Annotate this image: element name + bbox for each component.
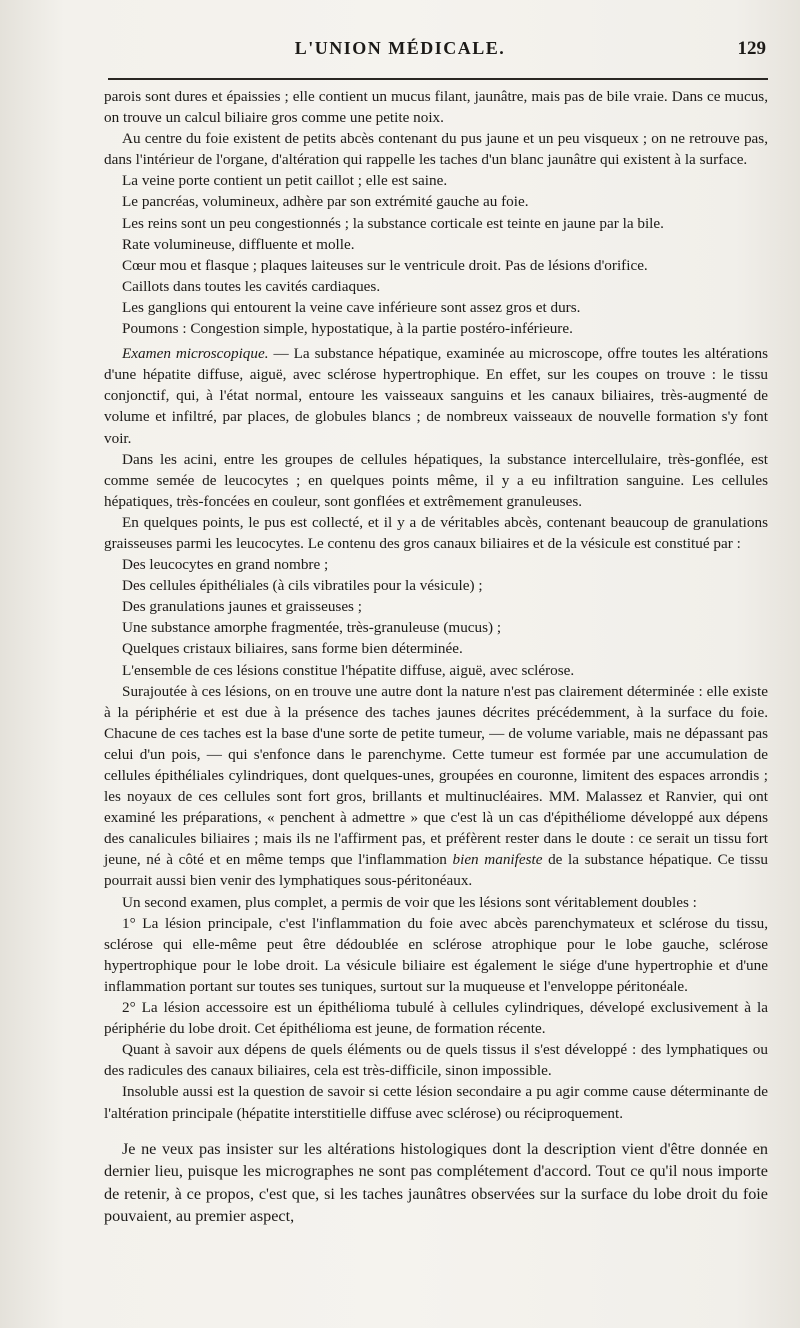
lesion-line: Les ganglions qui entourent la veine cave inférieure sont assez gros et durs. (122, 298, 581, 316)
page-header (0, 38, 800, 74)
paragraph: 2° La lésion accessoire est un épithélioma tubulé à cellules cylindriques, dévelopé exclusivement à la périphérie du lobe droit. Cet épithélioma est jeune, de formation récente. (104, 999, 768, 1038)
list-item: Quelques cristaux biliaires, sans forme bien déterminée. (122, 640, 463, 658)
list-item: Des cellules épithéliales (à cils vibratiles pour la vésicule) ; (122, 577, 483, 595)
paragraph: Dans les acini, entre les groupes de cellules hépatiques, la substance intercellulaire, très-gonflée, est comme semée de leucocytes ; en quelques points même, il y a eu infiltration sanguine. Les cellules hépatiques, très-foncées en couleur, sont gonflées et extrêmement granuleuses. (104, 450, 768, 510)
list-item: Une substance amorphe fragmentée, très-granuleuse (mucus) ; (122, 619, 502, 637)
list-item: Des leucocytes en grand nombre ; (122, 556, 329, 574)
paragraph: 1° La lésion principale, c'est l'inflammation du foie avec abcès parenchymateux et sclérose du tissu, sclérose qui elle-même peut être dédoublée en sclérose atrophique pour le lobe gauche, sclérose hypertrophique pour le lobe droit. La vésicule biliaire est également le siége d'une hypertrophie et d'une inflammation portant sur toutes ses tuniques, surtout sur la muqueuse et l'enveloppe péritonéale. (104, 914, 768, 995)
lesion-line: Caillots dans toutes les cavités cardiaques. (122, 277, 381, 295)
paragraph: Quant à savoir aux dépens de quels éléments ou de quels tissus il s'est développé : des lymphatiques ou des radicules des canaux biliaires, cela est très-difficile, sinon impossible. (104, 1041, 768, 1080)
microscopic-exam-paragraph (104, 343, 768, 448)
emphasis-text: bien manifeste (452, 851, 543, 869)
lesion-line: Rate volumineuse, diffluente et molle. (122, 235, 355, 253)
lesion-line: Le pancréas, volumineux, adhère par son extrémité gauche au foie. (122, 193, 529, 211)
paragraph: Insoluble aussi est la question de savoir si cette lésion secondaire a pu agir comme cause déterminante de l'altération principale (hépatite interstitielle diffuse avec sclérose) ou réciproquement. (104, 1083, 768, 1122)
body-text (104, 86, 768, 1228)
paragraph: Je ne veux pas insister sur les altérations histologiques dont la description vient d'être donnée en dernier lieu, puisque les micrographes ne sont pas complétement d'accord. Tout ce qu'il nous importe de retenir, à ce propos, c'est que, si les taches jaunâtres observées sur la surface du lobe droit du foie pouvaient, au premier aspect, (104, 1139, 768, 1226)
paragraph (104, 681, 768, 892)
lesion-line: La veine porte contient un petit caillot ; elle est saine. (122, 172, 448, 190)
paragraph-text: de la substance hépatique. Ce tissu pourrait aussi bien venir des lymphatiques sous-péritonéaux. (104, 851, 768, 890)
paragraph-text: Surajoutée à ces lésions, on en trouve une autre dont la nature n'est pas clairement déterminée : elle existe à la périphérie et est due à la présence des taches jaunes décrites précédemment, à la surface du foie. Chacune de ces taches est la base d'une sorte de petite tumeur, — de volume variable, mais ne dépassant pas celui d'un pois, — qui s'enfonce dans le parenchyme. Cette tumeur est formée par une accumulation de cellules épithéliales cylindriques, dont quelques-unes, groupées en couronne, limitent des espaces arrondis ; les noyaux de ces cellules sont fort gros, brillants et multinucléaires. MM. Malassez et Ranvier, qui ont examiné les préparations, « penchent à admettre » que c'est là un cas d'épithéliome développé aux dépens des canalicules biliaires ; mais ils ne l'affirment pas, et préfèrent rester dans le doute : ce serait un tissu fort jeune, né à côté et en même temps que l'inflammation (104, 682, 768, 869)
paragraph: parois sont dures et épaissies ; elle contient un mucus filant, jaunâtre, mais pas de bile vraie. Dans ce mucus, on trouve un calcul biliaire gros comme une petite noix. (104, 88, 768, 127)
section-heading: Examen microscopique. (122, 345, 269, 363)
header-rule (108, 78, 768, 80)
lesion-line: Cœur mou et flasque ; plaques laiteuses sur le ventricule droit. Pas de lésions d'orifice. (122, 256, 648, 274)
paragraph-text: — La substance hépatique, examinée au microscope, offre toutes les altérations d'une hépatite diffuse, aiguë, avec sclérose hypertrophique. En effet, sur les coupes on trouve : le tissu conjonctif, qui, à l'état normal, entoure les vaisseaux sanguins et les canaux biliaires, très-augmenté de volume et infiltré, par places, de globules blancs ; de nombreux vaisseaux de nouvelle formation s'y font voir. (104, 345, 768, 447)
lesion-line: Poumons : Congestion simple, hypostatique, à la partie postéro-inférieure. (122, 320, 573, 338)
paragraph: L'ensemble de ces lésions constitue l'hépatite diffuse, aiguë, avec sclérose. (122, 661, 575, 679)
paragraph: Un second examen, plus complet, a permis de voir que les lésions sont véritablement doubles : (122, 893, 697, 911)
running-title: L'UNION MÉDICALE. (294, 38, 506, 58)
list-item: Des granulations jaunes et graisseuses ; (122, 598, 362, 616)
page-number: 129 (737, 38, 766, 59)
lesion-line: Les reins sont un peu congestionnés ; la substance corticale est teinte en jaune par la bile. (122, 214, 664, 232)
paragraph: Au centre du foie existent de petits abcès contenant du pus jaune et un peu visqueux ; on ne retrouve pas, dans l'intérieur de l'organe, d'altération qui rappelle les taches d'un blanc jaunâtre qui existent à la surface. (104, 130, 768, 169)
paragraph: En quelques points, le pus est collecté, et il y a de véritables abcès, contenant beaucoup de granulations graisseuses parmi les leucocytes. Le contenu des gros canaux biliaires et de la vésicule est constitué par : (104, 513, 768, 552)
